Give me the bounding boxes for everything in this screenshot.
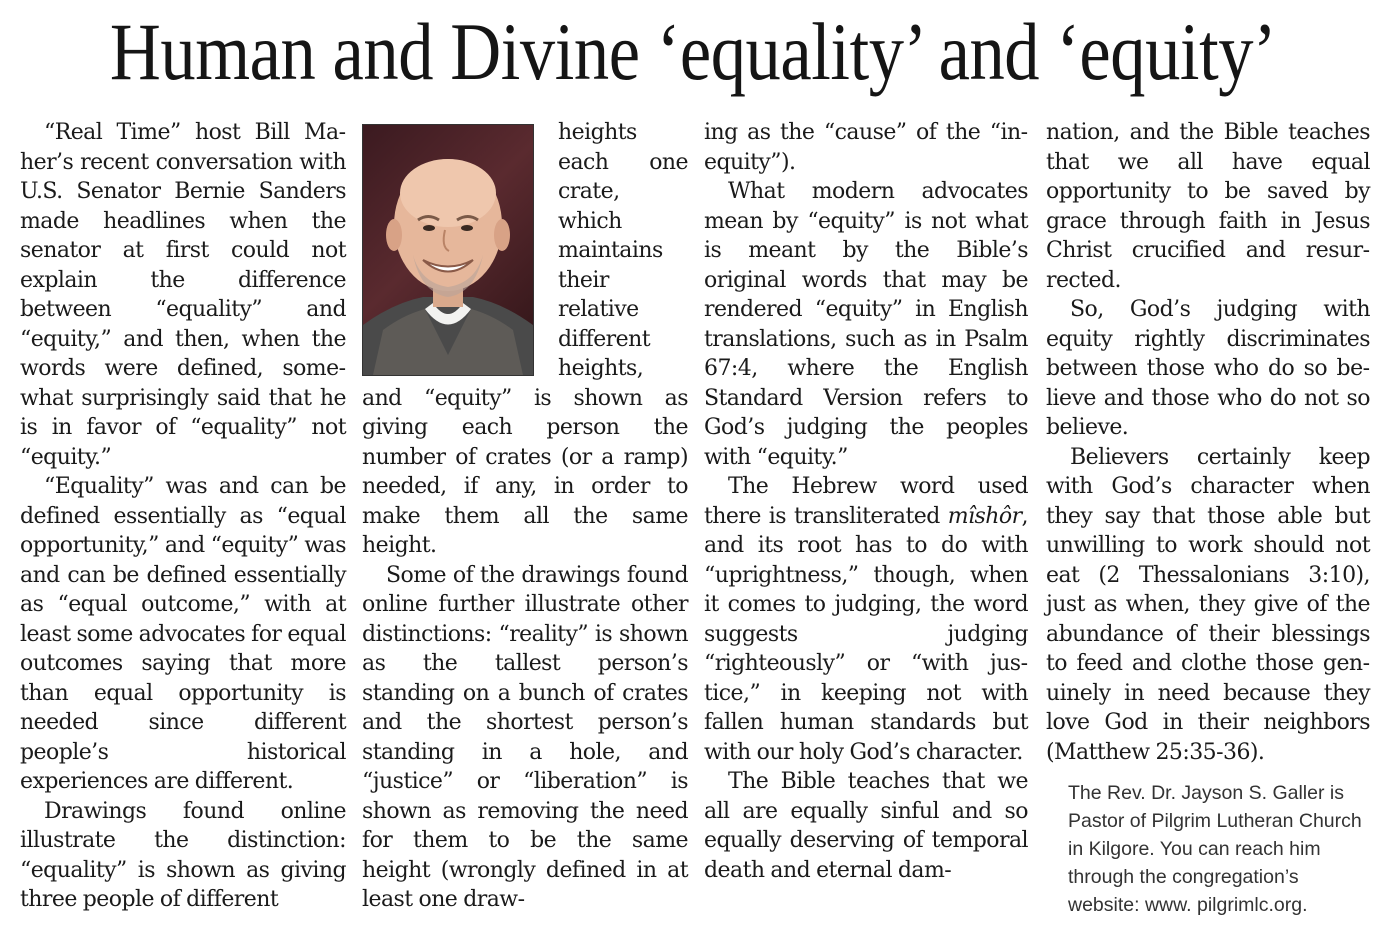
paragraph-text: , and its root has to do with “uprightness,” though, when it comes to judging, the word suggests judging “righteously” or “with justice,” in keeping not with fallen human standards but with our holy God’s character.: [704, 503, 1028, 765]
paragraph: Some of the drawings found online further illustrate other distinctions: “reality” is shown as the tallest person’s standing on a bunch of crates and the shortest person’s standing in a hole, and “justice” or “liberation” is shown as removing the need for them to be the same height (wrongly defined in at least one draw-: [362, 562, 688, 912]
paragraph: The Bible teaches that we all are equally sinful and so equally deserving of temporal death and eternal dam-: [704, 769, 1028, 883]
article-column-3: [704, 118, 1028, 918]
paragraph: ing as the “cause” of the “inequity”).: [704, 120, 1028, 175]
paragraph: So, God’s judging with equity rightly discriminates between those who do so believe and those who do not so believe.: [1046, 297, 1370, 440]
paragraph: [704, 472, 1028, 767]
paragraph: Believers certainly keep with God’s character when they say that those able but unwilling to work should not eat (2 Thessalonians 3:10), just as when, they give of the abundance of their blessings to feed and clothe those genuinely in need because they love God in their neighbors (Matthew 25:35-36).: [1046, 444, 1370, 765]
article-column-2: [362, 118, 688, 918]
paragraph: “Equality” was and can be defined essentially as “equal opportunity,” and “equity” was and can be defined essentially as “equal outcome,” with at least some advocates for equal outcomes saying that more than equal opportunity is needed since different people’s historical experiences are different.: [20, 474, 346, 794]
portrait-illustration: [363, 125, 533, 375]
byline-text: [1068, 779, 1370, 919]
headline: Human and Divine ‘equality’ and ‘equity’: [109, 6, 1277, 97]
website-link[interactable]: pilgrimlc.org.: [1196, 894, 1308, 916]
hebrew-term: mîshôr: [947, 503, 1022, 529]
paragraph: “Real Time” host Bill Maher’s recent conversation with U.S. Senator Bernie Sanders made headlines when the senator at first could not explain the difference between “equality” and “equity,” and then, when the words were defined, somewhat surprisingly said that he is in favor of “equality” not “equity.”: [20, 120, 346, 470]
author-photo: [362, 124, 534, 376]
author-byline: [1068, 779, 1370, 919]
paragraph-text: The Hebrew word used there is transliterated: [704, 474, 1028, 529]
byline-body: The Rev. Dr. Jayson S. Galler is Pastor of Pilgrim Lutheran Church in Kilgore. You can reach him through the congregation’s website: www.: [1068, 782, 1362, 916]
article-column-4: [1046, 118, 1370, 918]
paragraph: nation, and the Bible teaches that we all have equal opportunity to be saved by grace through faith in Jesus Christ crucified and resurrected.: [1046, 120, 1370, 293]
paragraph: Drawings found online illustrate the distinction: “equality” is shown as giving three people of different: [20, 798, 346, 912]
article-column-1: [20, 118, 346, 918]
author-portrait-image: [362, 124, 534, 376]
paragraph: What modern advocates mean by “equity” is not what is meant by the Bible’s original words that may be rendered “equity” in English translations, such as in Psalm 67:4, where the English Standard Version refers to God’s judging the peoples with “equity.”: [704, 179, 1028, 470]
paragraph: heights each one crate, which maintains their relative different heights, and “equity” is shown as giving each person the number of crates (or a ramp) needed, if any, in order to make them all the same height.: [362, 120, 688, 558]
